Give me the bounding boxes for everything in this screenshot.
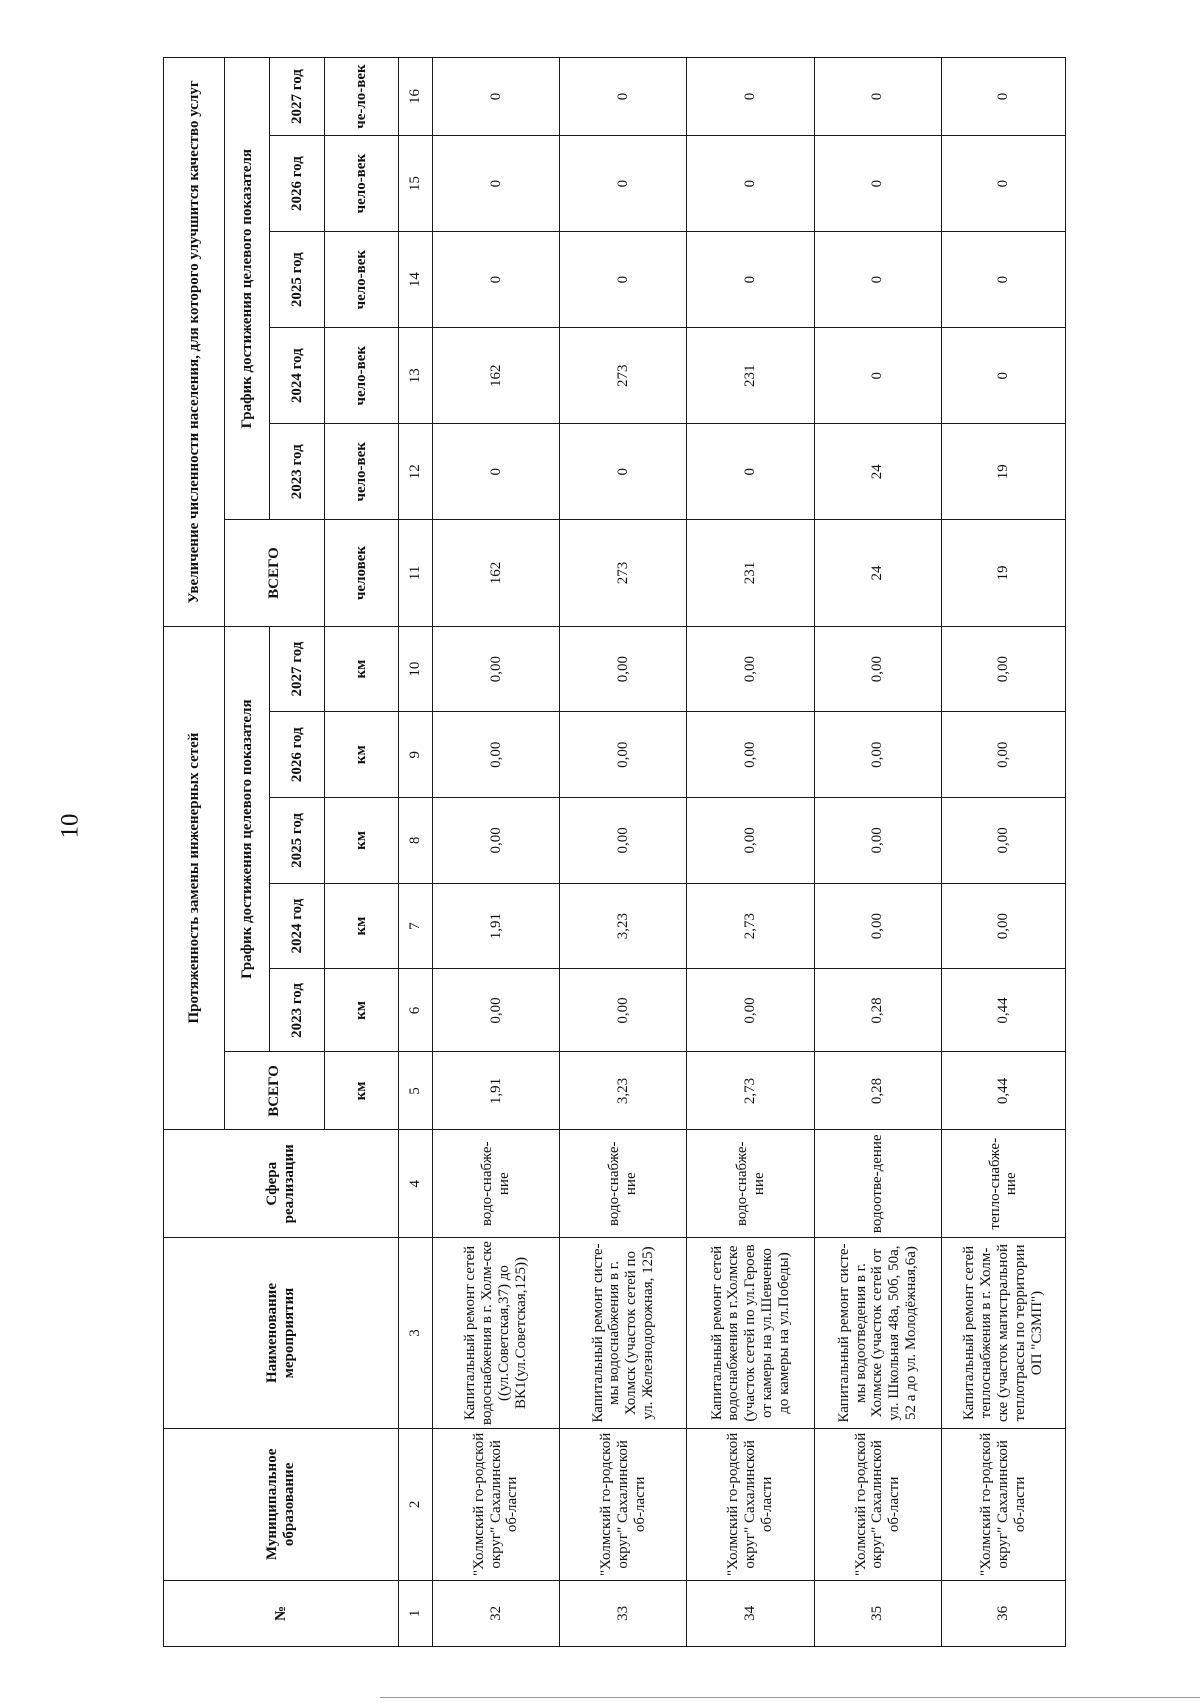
pop-year-cell: 0 [432,424,559,520]
row-number: 34 [687,1580,814,1646]
year-header: 2027 год [270,626,325,712]
unit-km: км [325,1052,399,1130]
pop-year-cell: 19 [941,424,1065,520]
column-number: 2 [398,1428,432,1580]
municipality-cell: "Холмский го-родской округ" Сахалинской об-ласти [941,1428,1065,1580]
column-number: 5 [398,1052,432,1130]
km-year-cell: 0,00 [814,626,941,712]
km-year-cell: 1,91 [432,883,559,969]
table-row [941,58,1065,1647]
year-header: 2026 год [270,136,325,232]
unit-km: км [325,883,399,969]
header-no: № [164,1580,399,1646]
km-total-cell: 0,44 [941,1052,1065,1130]
unit-people: человек [325,520,399,626]
year-header: 2023 год [270,424,325,520]
sphere-cell: водо-снабже-ние [432,1130,559,1238]
row-number: 35 [814,1580,941,1646]
pop-total-cell: 273 [560,520,687,626]
km-year-cell: 0,00 [814,712,941,798]
pop-year-cell: 0 [941,58,1065,136]
row-number: 32 [432,1580,559,1646]
km-year-cell: 0,00 [687,969,814,1052]
km-year-cell: 0,00 [941,798,1065,884]
rotated-table-container [163,57,1066,1647]
km-year-cell: 0,00 [560,712,687,798]
table-row [560,58,687,1647]
year-header: 2023 год [270,969,325,1052]
activity-cell: Капитальный ремонт систе-мы водоотведения в г. Холмске (участок сетей от ул. Школьная 48а, 50б, 50а, 52 а до ул. Молодёжная,6а) [814,1238,941,1429]
municipality-cell: "Холмский го-родской округ" Сахалинской об-ласти [814,1428,941,1580]
header-length-total: ВСЕГО [225,1052,325,1130]
km-total-cell: 2,73 [687,1052,814,1130]
sphere-cell: водоотве-дение [814,1130,941,1238]
pop-year-cell: 0 [941,136,1065,232]
pop-total-cell: 19 [941,520,1065,626]
km-total-cell: 3,23 [560,1052,687,1130]
sphere-cell: тепло-снабже-ние [941,1130,1065,1238]
km-year-cell: 0,00 [560,969,687,1052]
activity-cell: Капитальный ремонт систе-мы водоснабжения в г. Холмск (участок сетей по ул. Железнодорожная, 125) [560,1238,687,1429]
scan-edge-line [380,1697,1200,1698]
activity-cell: Капитальный ремонт сетей теплоснабжения в г. Холм-ске (участок магистральной теплотрассы по территории ОП "СЗМП") [941,1238,1065,1429]
km-year-cell: 0,00 [814,798,941,884]
km-year-cell: 0,00 [941,712,1065,798]
pop-year-cell: 162 [432,328,559,424]
unit-people: чело-век [325,136,399,232]
pop-year-cell: 0 [432,58,559,136]
km-total-cell: 0,28 [814,1052,941,1130]
header-length-group: Протяженность замены инженерных сетей [164,626,225,1130]
unit-people: чело-век [325,424,399,520]
year-header: 2024 год [270,328,325,424]
sphere-cell: водо-снабже-ние [687,1130,814,1238]
year-header: 2026 год [270,712,325,798]
column-number: 8 [398,798,432,884]
pop-year-cell: 0 [687,232,814,328]
km-year-cell: 0,00 [560,798,687,884]
pop-year-cell: 0 [941,328,1065,424]
km-year-cell: 2,73 [687,883,814,969]
pop-year-cell: 231 [687,328,814,424]
sphere-cell: водо-снабже-ние [560,1130,687,1238]
column-number: 16 [398,58,432,136]
year-header: 2025 год [270,798,325,884]
year-header: 2025 год [270,232,325,328]
pop-year-cell: 273 [560,328,687,424]
column-number: 13 [398,328,432,424]
unit-km: км [325,626,399,712]
table-row [432,58,559,1647]
km-year-cell: 0,00 [941,883,1065,969]
pop-year-cell: 0 [560,232,687,328]
km-year-cell: 0,00 [432,712,559,798]
km-year-cell: 0,00 [941,626,1065,712]
pop-total-cell: 24 [814,520,941,626]
column-number-row [398,58,432,1647]
column-number: 11 [398,520,432,626]
column-number: 4 [398,1130,432,1238]
pop-year-cell: 0 [432,136,559,232]
column-number: 9 [398,712,432,798]
column-number: 10 [398,626,432,712]
unit-km: км [325,969,399,1052]
column-number: 1 [398,1580,432,1646]
table-row [814,58,941,1647]
header-pop-schedule: График достижения целевого показателя [225,58,270,520]
pop-year-cell: 0 [560,136,687,232]
municipality-cell: "Холмский го-родской округ" Сахалинской об-ласти [560,1428,687,1580]
header-municipality: Муниципальное образование [164,1428,399,1580]
pop-year-cell: 0 [687,424,814,520]
km-year-cell: 0,44 [941,969,1065,1052]
column-number: 12 [398,424,432,520]
header-sphere: Сфера реализации [164,1130,399,1238]
pop-year-cell: 0 [560,424,687,520]
header-population-group: Увеличение численности населения, для которого улучшится качество услуг [164,58,225,627]
column-number: 14 [398,232,432,328]
column-number: 7 [398,883,432,969]
pop-year-cell: 24 [814,424,941,520]
engineering-networks-table [163,57,1066,1647]
activity-cell: Капитальный ремонт сетей водоснабжения в г. Холм-ске ((ул.Советская,37) до ВК1(ул.Советская,125)) [432,1238,559,1429]
unit-km: км [325,712,399,798]
year-header: 2027 год [270,58,325,136]
km-year-cell: 0,00 [687,712,814,798]
km-year-cell: 0,00 [432,969,559,1052]
pop-year-cell: 0 [687,136,814,232]
unit-people: чело-век [325,232,399,328]
municipality-cell: "Холмский го-родской округ" Сахалинской об-ласти [432,1428,559,1580]
header-length-schedule: График достижения целевого показателя [225,626,270,1052]
km-year-cell: 0,00 [560,626,687,712]
pop-year-cell: 0 [941,232,1065,328]
pop-year-cell: 0 [814,58,941,136]
header-pop-total: ВСЕГО [225,520,325,626]
header-activity: Наименование мероприятия [164,1238,399,1429]
row-number: 36 [941,1580,1065,1646]
pop-total-cell: 231 [687,520,814,626]
km-year-cell: 0,00 [687,626,814,712]
pop-year-cell: 0 [687,58,814,136]
row-number: 33 [560,1580,687,1646]
km-year-cell: 0,00 [687,798,814,884]
pop-year-cell: 0 [432,232,559,328]
pop-year-cell: 0 [814,328,941,424]
pop-year-cell: 0 [560,58,687,136]
column-number: 15 [398,136,432,232]
page-number: 10 [56,813,84,839]
year-header: 2024 год [270,883,325,969]
unit-people: че-ло-век [325,58,399,136]
km-year-cell: 0,00 [814,883,941,969]
unit-people: чело-век [325,328,399,424]
column-number: 6 [398,969,432,1052]
table-row [687,58,814,1647]
km-total-cell: 1,91 [432,1052,559,1130]
unit-km: км [325,798,399,884]
km-year-cell: 3,23 [560,883,687,969]
km-year-cell: 0,00 [432,798,559,884]
activity-cell: Капитальный ремонт сетей водоснабжения в г.Холмске (участок сетей по ул.Героев от камеры на ул.Шевченко до камеры на ул.Победы) [687,1238,814,1429]
municipality-cell: "Холмский го-родской округ" Сахалинской об-ласти [687,1428,814,1580]
column-number: 3 [398,1238,432,1429]
km-year-cell: 0,28 [814,969,941,1052]
pop-year-cell: 0 [814,232,941,328]
table-body [432,58,1065,1647]
pop-total-cell: 162 [432,520,559,626]
pop-year-cell: 0 [814,136,941,232]
km-year-cell: 0,00 [432,626,559,712]
